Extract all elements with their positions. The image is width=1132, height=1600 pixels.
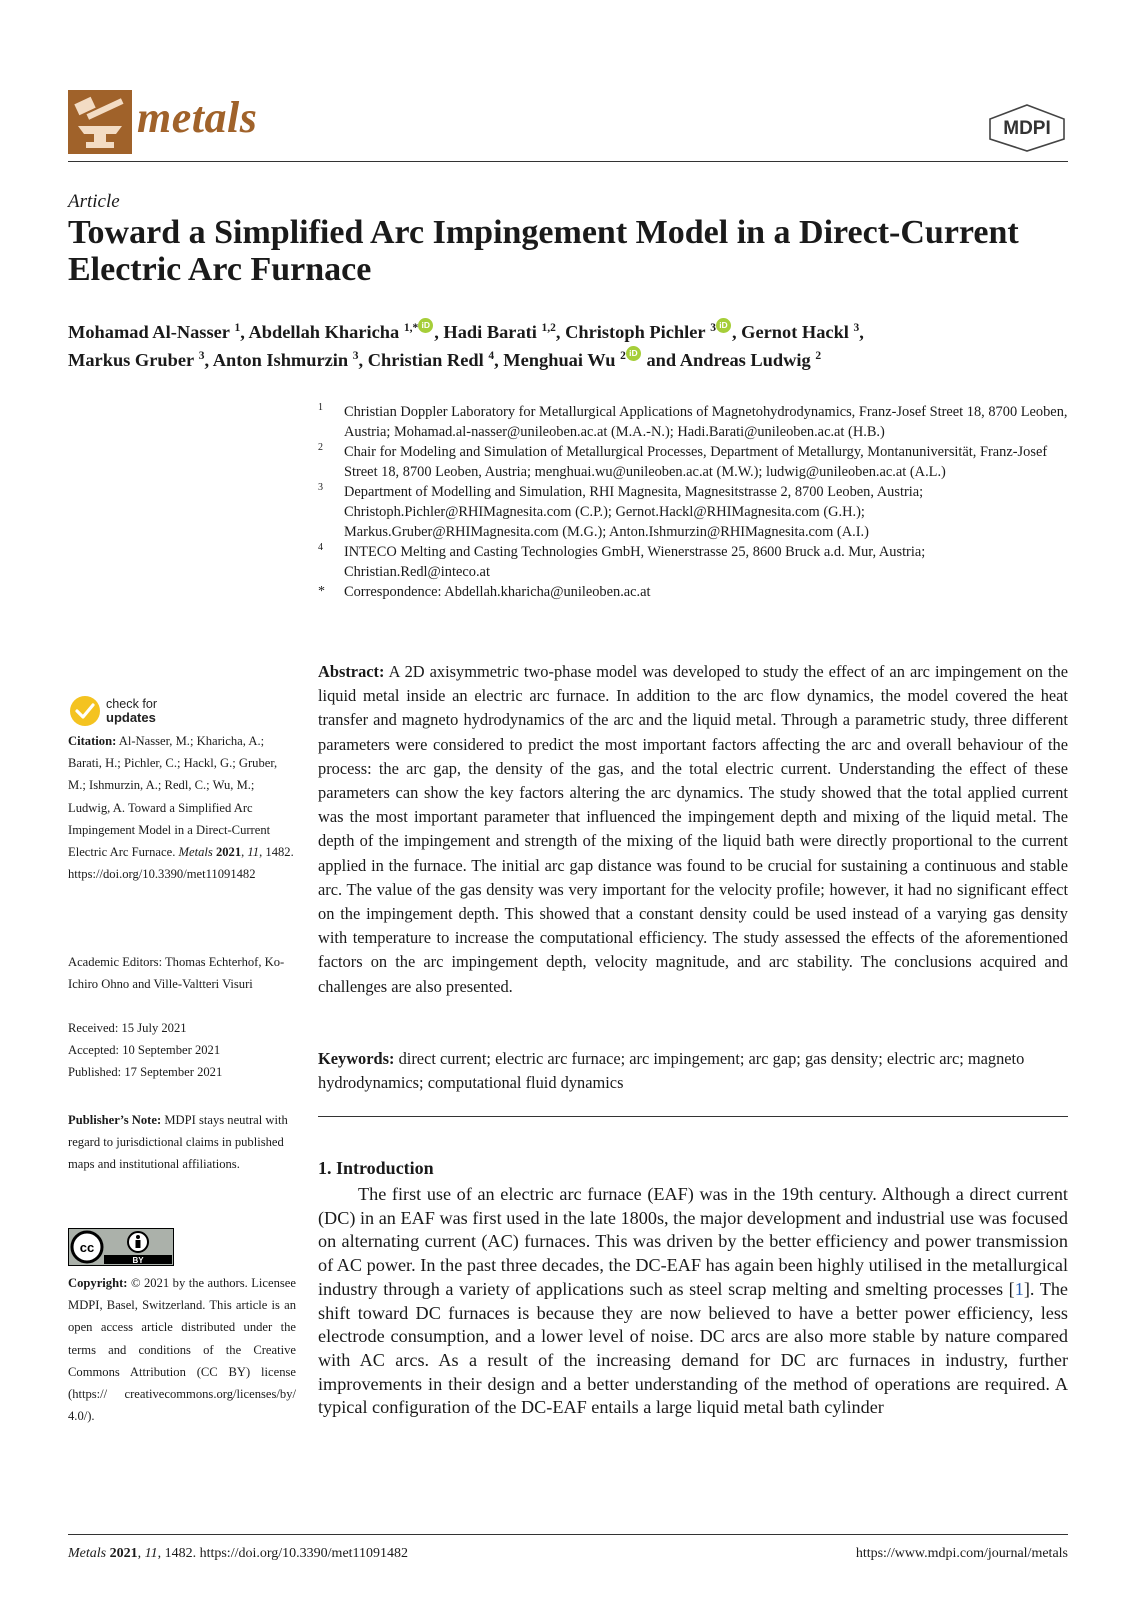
citation-ref-link[interactable]: 1	[1014, 1278, 1024, 1299]
author-affiliation-mark: 3	[710, 322, 716, 334]
author-affiliation-mark: 3	[853, 322, 860, 334]
affiliations	[318, 402, 1068, 602]
author-name: Hadi Barati	[443, 322, 537, 343]
author-separator: ,	[555, 322, 566, 343]
author-affiliation-mark: 3	[198, 350, 205, 363]
svg-text:cc: cc	[79, 1240, 95, 1255]
author-affiliation-mark: 2	[815, 350, 822, 363]
keywords	[318, 1047, 1068, 1095]
footer-journal-url[interactable]: https://www.mdpi.com/journal/metals	[855, 1546, 1068, 1561]
author-separator: ,	[731, 322, 742, 343]
keywords-label: Keywords:	[318, 1049, 395, 1068]
author-name: Christian Redl	[367, 350, 484, 371]
author-separator: and	[641, 350, 680, 371]
publication-dates	[68, 1017, 296, 1084]
abstract-label: Abstract:	[318, 662, 385, 681]
author-affiliation-mark: 1,2	[541, 322, 556, 334]
author-name: Markus Gruber	[68, 350, 195, 371]
footer-divider	[68, 1534, 1068, 1535]
correspondence: * Correspondence: Abdellah.kharicha@unileoben.ac.at	[318, 584, 651, 600]
published-date: Published: 17 September 2021	[68, 1065, 223, 1080]
author-separator: ,	[859, 322, 864, 343]
author-name: Menghuai Wu	[503, 350, 616, 371]
author-separator: ,	[240, 322, 249, 343]
author-name: Anton Ishmurzin	[212, 350, 349, 371]
citation-doi-link[interactable]: , 1482. https://doi.org/10.3390/met11091482	[68, 845, 294, 882]
check-for-updates-label: check for updates	[106, 697, 158, 725]
author-line-2	[68, 344, 1068, 372]
author-separator: ,	[494, 350, 504, 371]
author-separator: ,	[204, 350, 213, 371]
affiliation-2: 2 Chair for Modeling and Simulation of Metallurgical Processes, Department of Metallurgy, Montanuniversität, Franz-Josef Street 18, 8700 Leoben, Austria; menghuai.wu@unileoben.ac.at (M.W.); ludwig@unileoben.ac.at (A.L.)	[318, 442, 1048, 480]
footer-doi-link[interactable]: , 1482. https://doi.org/10.3390/met11091482	[157, 1546, 409, 1561]
accepted-date: Accepted: 10 September 2021	[68, 1043, 221, 1058]
author-name: Gernot Hackl	[741, 322, 849, 343]
received-date: Received: 15 July 2021	[68, 1021, 187, 1035]
author-affiliation-mark: 2	[620, 350, 626, 363]
author-affiliation-mark: 4	[488, 350, 495, 363]
publishers-note: Publisher’s Note: MDPI stays neutral with regard to jurisdictional claims in published maps and institutional affiliations.	[68, 1113, 288, 1172]
copyright-notice: Copyright: © 2021 by the authors. Licensee MDPI, Basel, Switzerland. This article is an open access article distributed under the terms and conditions of the Creative Commons Attribution (CC BY) license (https:// creativecommons.org/licenses/by/ 4.0/).	[68, 1276, 296, 1424]
affiliation-1: 1 Christian Doppler Laboratory for Metallurgical Applications of Magnetohydrodynamics, Franz-Josef Street 18, 8700 Leoben, Austria; Mohamad.al-nasser@unileoben.ac.at (M.A.-N.); Hadi.Barati@unileoben.ac.at (H.B.)	[318, 402, 1068, 440]
author-line-1	[68, 316, 1068, 344]
cc-by-label: BY	[132, 1256, 144, 1265]
check-for-updates[interactable]	[68, 694, 296, 728]
introduction-paragraph: The first use of an electric arc furnace (EAF) was in the 19th century. Although a direct current (DC) in an EAF was first used in the late 1800s, the major development and industrial use was focused on alternating current (AC) furnaces. This was driven by the better efficiency and power transmission of AC power. In the past three decades, the DC-EAF has again been highly utilised in the metallurgical industry through a variety of applications such as steel scrap melting and smelting processes [1]. The shift toward DC furnaces is because they are now believed to have a better power efficiency, less electrode consumption, and a lower level of noise. DC arcs are also more stable by nature compared with AC arcs. As a result of the increasing demand for DC arc furnaces in industry, further improvements in their design and a better understanding of the method of operations are required. A typical configuration of the DC-EAF entails a large liquid metal bath cylinder	[318, 1184, 1068, 1418]
check-for-updates-icon	[68, 694, 102, 728]
orcid-icon[interactable]: iD	[626, 346, 641, 361]
footer-citation: Metals 2021, 11, 1482. https://doi.org/10.3390/met11091482	[68, 1546, 409, 1561]
author-separator: ,	[358, 350, 368, 371]
abstract-text: A 2D axisymmetric two-phase model was developed to study the effect of an arc impingement on the liquid metal inside an electric arc furnace. In addition to the arc flow dynamics, the model covered the heat transfer and magneto hydrodynamics of the arc and the liquid metal. Through a parametric study, three different parameters were considered to predict the most important factors affecting the arc and overall behaviour of the process: the arc gap, the density of the gas, and the total electric current. Understanding the effect of these parameters can show the key factors altering the arc dynamics. The study showed that the total applied current was the most important parameter that influenced the impingement depth and mixing of the liquid metal. The depth of the impingement and strength of the mixing of the liquid bath were directly proportional to the current applied in the furnace. The initial arc gap distance was found to be crucial for sustaining a continuous and stable arc. The value of the gas density was very important for the velocity profile; however, it had no significant effect on the impingement depth. This showed that a constant density could be used instead of a varying gas density with temperature to increase the computational efficiency. The study assessed the effects of the aforementioned factors on the arc impingement depth, velocity magnitude, and arc stability. The conclusions acquired and challenges are also presented.	[318, 662, 1068, 996]
author-name: Andreas Ludwig	[679, 350, 811, 371]
author-affiliation-mark: 1,*	[403, 322, 419, 334]
author-affiliation-mark: 3	[352, 350, 359, 363]
article-type: Article	[68, 191, 120, 212]
journal-name: metals	[137, 93, 258, 142]
author-name: Christoph Pichler	[565, 322, 706, 343]
affiliation-3: 3 Department of Modelling and Simulation, RHI Magnesita, Magnesitstrasse 2, 8700 Leoben, Austria; Christoph.Pichler@RHIMagnesita.com (C.P.); Gernot.Hackl@RHIMagnesita.com (G.H.); Markus.Gruber@RHIMagnesita.com (M.G.); Anton.Ishmurzin@RHIMagnesita.com (A.I.)	[318, 482, 924, 540]
metals-logo-icon	[68, 90, 132, 154]
affiliation-4: 4 INTECO Melting and Casting Technologies GmbH, Wienerstrasse 25, 8600 Bruck a.d. Mur, Austria; Christian.Redl@inteco.at	[318, 542, 926, 580]
keywords-text: direct current; electric arc furnace; arc impingement; arc gap; gas density; electric arc; magneto hydrodynamics; computational fluid dynamics	[318, 1049, 1025, 1093]
publisher-name: MDPI	[1003, 118, 1051, 139]
author-affiliation-mark: 1	[234, 322, 241, 334]
author-separator: ,	[434, 322, 444, 343]
section-heading-introduction: 1. Introduction	[318, 1158, 434, 1178]
academic-editors: Academic Editors: Thomas Echterhof, Ko-Ichiro Ohno and Ville-Valtteri Visuri	[68, 955, 285, 992]
author-list	[68, 316, 1068, 372]
paper-title: Toward a Simplified Arc Impingement Model in a Direct-Current Electric Arc Furnace	[68, 214, 1019, 288]
author-name: Abdellah Kharicha	[248, 322, 400, 343]
mdpi-logo-icon	[986, 103, 1068, 153]
orcid-icon[interactable]: iD	[418, 318, 433, 333]
section-divider	[318, 1116, 1068, 1117]
author-name: Mohamad Al-Nasser	[68, 322, 230, 343]
header-divider	[68, 161, 1068, 162]
orcid-icon[interactable]: iD	[716, 318, 731, 333]
abstract	[318, 660, 1068, 999]
cc-by-license-icon[interactable]	[68, 1228, 174, 1266]
citation: Citation: Al-Nasser, M.; Kharicha, A.; Barati, H.; Pichler, C.; Hackl, G.; Gruber, M.; Ishmurzin, A.; Redl, C.; Wu, M.; Ludwig, A. Toward a Simplified Arc Impingement Model in a Direct-Current Electric Arc Furnace. Metals 2021, 11, 1482. https://doi.org/10.3390/met11091482	[68, 734, 294, 882]
